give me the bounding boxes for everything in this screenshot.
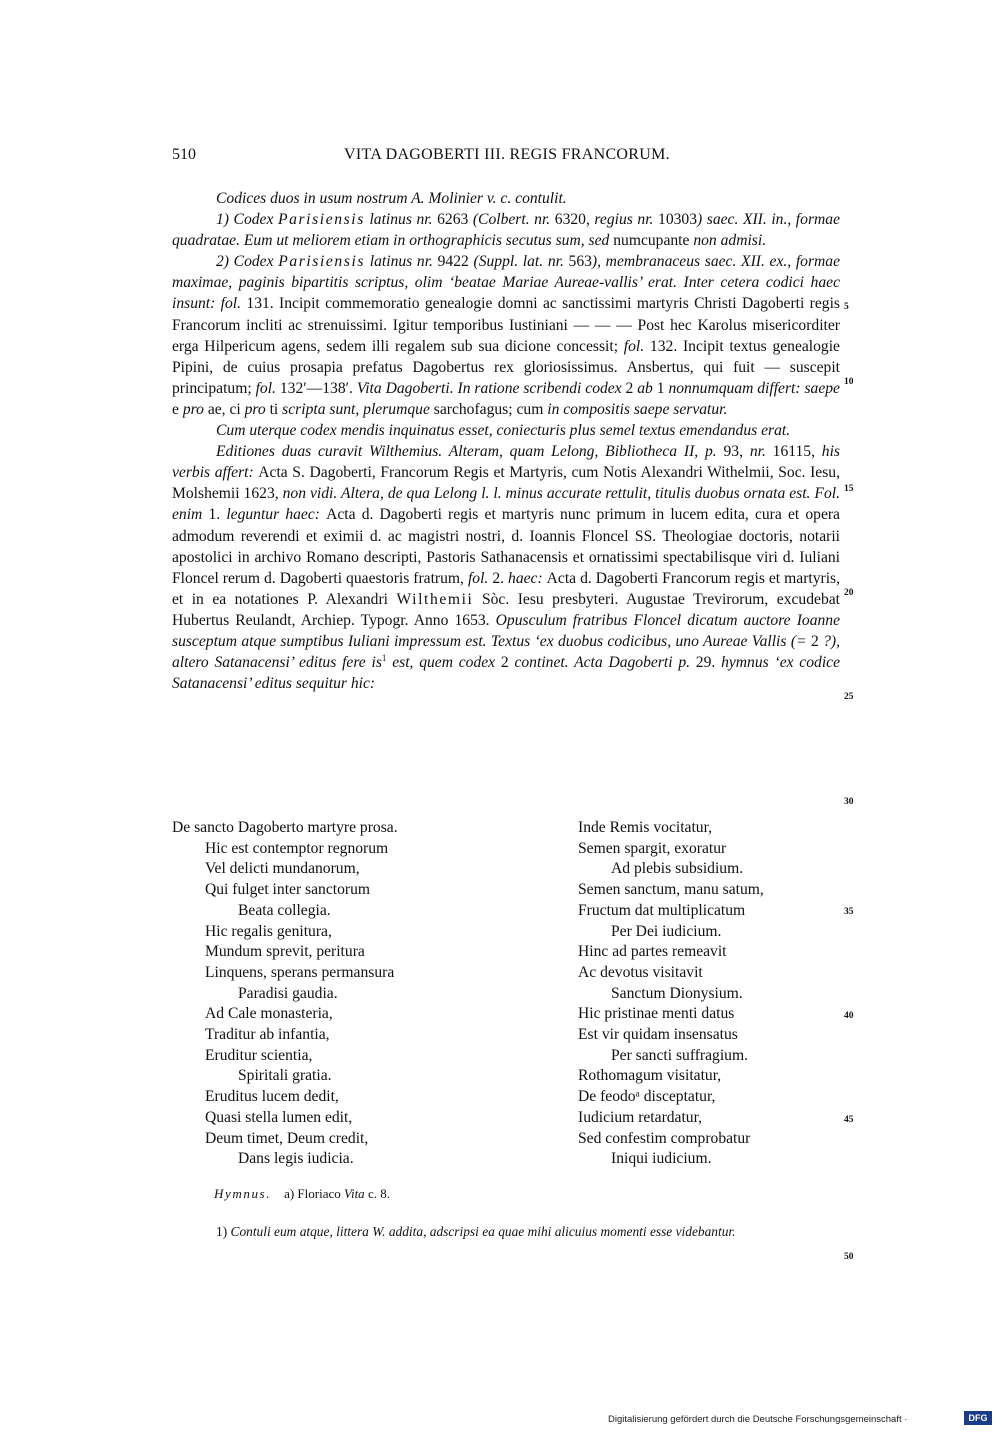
verse-line: Qui fulget inter sanctorum xyxy=(205,881,370,899)
verse-line: Semen sanctum, manu satum, xyxy=(578,881,764,899)
verse-line: Ac devotus visitavit xyxy=(578,963,703,981)
verse-line: Spiritali gratia. xyxy=(238,1067,332,1085)
text-segment: hymnus ‘ex codice Satanacensi’ editus sequitur hic: xyxy=(172,654,840,693)
footnote xyxy=(172,1222,840,1242)
verse-line: Per Dei iudicium. xyxy=(611,922,722,940)
hymn-apparatus-note xyxy=(214,1186,390,1202)
hymn-note-label: Hymnus. xyxy=(214,1186,272,1201)
text-segment: 16115, xyxy=(772,443,822,461)
verse-line: Rothomagum visitatur, xyxy=(578,1067,722,1085)
text-segment: 1 xyxy=(381,652,387,663)
verse-line: Ad Cale monasteria, xyxy=(205,1005,333,1023)
text-segment: 2) Codex xyxy=(216,253,279,271)
text-segment: in compositis saepe servatur. xyxy=(547,400,728,418)
verse-line: Sanctum Dionysium. xyxy=(611,984,743,1002)
line-number: 40 xyxy=(844,1011,854,1021)
text-segment: Acta S. Dagoberti, Francorum Regis et Martyris, cum Notis Alexandri Withelmii, Soc. Iesu, Molshemii 1623, xyxy=(172,464,840,503)
text-segment: 1) Codex xyxy=(216,211,278,229)
verse-line: Eruditus lucem dedit, xyxy=(205,1088,339,1106)
text-segment: Codices duos in usum nostrum A. Molinier v. c. contulit. xyxy=(216,190,567,207)
line-number: 10 xyxy=(844,377,854,387)
running-title: VITA DAGOBERTI III. REGIS FRANCORUM. xyxy=(344,146,670,163)
verse-line: Paradisi gaudia. xyxy=(238,984,338,1002)
text-segment: est, quem codex xyxy=(386,654,501,672)
hymn-left-column xyxy=(172,818,512,1170)
verse-line: De sancto Dagoberto martyre prosa. xyxy=(172,819,398,836)
page-number: 510 xyxy=(172,146,196,163)
text-segment: pro xyxy=(244,400,270,418)
line-number: 50 xyxy=(844,1252,854,1262)
line-number: 45 xyxy=(844,1115,854,1125)
verse-line: Iniqui iudicium. xyxy=(611,1150,712,1168)
text-segment: Wilthemii xyxy=(396,590,474,608)
text-segment: Cum uterque codex mendis inquinatus esset, coniecturis plus semel textus emendandus erat. xyxy=(216,422,791,440)
verse-line: Vel delicti mundanorum, xyxy=(205,860,360,878)
text-segment: Sòc. Iesu presbyteri. Augustae Trevirorum, excudebat Hubertus Reulandt, Archiep. Typogr. Anno 1653. xyxy=(172,590,840,629)
text-segment: 132′—138′. xyxy=(279,379,357,397)
text-segment: numcupante xyxy=(613,232,694,250)
text-segment: e xyxy=(172,400,183,418)
text-segment: 9422 xyxy=(437,253,474,271)
verse-line: Iudicium retardatur, xyxy=(578,1108,703,1126)
text-segment: ) saec. XII. in., formae quadratae. Eum ut meliorem etiam in orthographicis secutus sum, sed xyxy=(172,211,840,250)
text-segment: 93, xyxy=(723,443,750,461)
text-segment: ae, ci xyxy=(207,400,245,418)
footnote-text: Contuli eum atque, littera W. addita, adscripsi ea quae mihi alicuius momenti esse videbantur. xyxy=(230,1224,736,1239)
text-segment: nr. xyxy=(749,443,773,461)
line-number: 5 xyxy=(844,302,849,312)
verse-line: Hic regalis genitura, xyxy=(205,922,332,940)
text-segment: Vita Dagoberti. In ratione scribendi codex xyxy=(356,379,626,397)
verse-line: Hic pristinae menti datus xyxy=(578,1005,735,1023)
text-segment: 29. xyxy=(695,654,722,672)
line-number: 20 xyxy=(844,588,854,598)
digitization-credit: Digitalisierung gefördert durch die Deutsche Forschungsgemeinschaft · xyxy=(608,1414,908,1425)
verse-line: Fructum dat multiplicatum xyxy=(578,901,746,919)
verse-line: Quasi stella lumen edit, xyxy=(205,1108,353,1126)
text-segment: non vidi. Altera, de qua Lelong l. l. minus accurate rettulit, titulis duobus ornata est. Fol. enim xyxy=(172,485,840,524)
paragraph-p3 xyxy=(172,251,840,420)
text-segment: pro xyxy=(182,400,208,418)
verse-line: Hinc ad partes remeavit xyxy=(578,943,727,961)
text-segment: 2 xyxy=(810,632,824,650)
verse-line: Inde Remis vocitatur, xyxy=(578,819,713,836)
text-segment: 563 xyxy=(568,253,592,271)
text-segment: Acta d. Dagoberti Francorum regis et martyris, et in ea notationes P. Alexandri xyxy=(172,569,841,608)
text-segment: 6263 xyxy=(437,211,473,229)
line-number: 15 xyxy=(844,484,854,494)
text-segment: 6320 xyxy=(554,211,586,229)
text-segment: continet. Acta Dagoberti p. xyxy=(514,654,696,672)
text-segment: , regius nr. xyxy=(585,211,659,229)
verse-line: Per sancti suffragium. xyxy=(611,1046,748,1064)
text-segment: haec: xyxy=(508,569,547,587)
text-segment: latinus nr. xyxy=(365,253,438,271)
paragraph-p4 xyxy=(172,420,840,441)
hymn-right-column xyxy=(545,818,825,1170)
text-segment: leguntur haec: xyxy=(226,506,327,524)
text-segment: 1. xyxy=(208,506,227,524)
verse-line: Eruditur scientia, xyxy=(205,1046,313,1064)
text-segment: fol. xyxy=(467,569,493,587)
text-segment: 2 xyxy=(625,379,638,397)
verse-line: Semen spargit, exoratur xyxy=(578,839,727,857)
hymn-note-rest: c. 8. xyxy=(364,1186,390,1201)
verse-line: Ad plebis subsidium. xyxy=(611,860,744,878)
text-segment: nonnumquam differt: saepe xyxy=(668,379,840,397)
verse-line: Sed confestim comprobatur xyxy=(578,1129,751,1147)
line-number: 35 xyxy=(844,907,854,917)
verse-line: De feodoᵃ disceptatur, xyxy=(578,1088,716,1106)
text-segment: non admisi. xyxy=(693,232,767,250)
verse-line: Hic est contemptor regnorum xyxy=(205,839,389,857)
verse-line: Deum timet, Deum credit, xyxy=(205,1129,369,1147)
text-segment: fol. xyxy=(255,379,280,397)
page-header xyxy=(172,146,842,168)
text-segment: ), membranaceus saec. XII. ex., formae maximae, paginis bipartitis scriptus, olim ‘beatae Mariae Aureae-vallis’ erat. Inter cetera codici haec insunt: fol. xyxy=(172,253,841,313)
introduction-text xyxy=(172,188,840,694)
verse-line: Beata collegia. xyxy=(238,901,331,919)
footnote-marker: 1) xyxy=(216,1224,231,1239)
text-segment: fol. xyxy=(623,337,650,355)
verse-line: Est vir quidam insensatus xyxy=(578,1026,738,1044)
paragraph-p1 xyxy=(172,188,840,209)
text-segment: Parisiensis xyxy=(277,211,365,229)
text-segment: ?), altero Satanacensi’ editus fere is xyxy=(172,632,841,672)
line-number: 30 xyxy=(844,797,854,807)
text-segment: 2. xyxy=(492,569,509,587)
text-segment: 1 xyxy=(656,379,669,397)
verse-line: Traditur ab infantia, xyxy=(205,1026,330,1044)
text-segment: sarchofagus; cum xyxy=(433,400,548,418)
hymn-note-text: a) Floriaco xyxy=(284,1186,344,1201)
paragraph-p2 xyxy=(172,209,840,251)
text-segment: his verbis affert: xyxy=(172,443,840,482)
text-segment: 131. Incipit commemoratio genealogie domni ac sanctissimi martyris Christi Dagoberti regis Francorum incliti ac strenuissimi. Igitur temporibus Iustiniani — — — Post hec Karolus misericorditer erga Hilpericum agens, sedem illi regalem sub sua dicione concessit; xyxy=(172,295,840,355)
verse-line: Linquens, sperans permansura xyxy=(205,963,395,981)
line-number: 25 xyxy=(844,692,854,702)
text-segment: latinus nr. xyxy=(364,211,438,229)
text-segment: Editiones duas curavit Wilthemius. Alteram, quam Lelong, Bibliotheca II, p. xyxy=(216,443,724,461)
text-segment: ti xyxy=(269,400,283,418)
hymn-note-italic: Vita xyxy=(343,1186,365,1201)
text-segment: (Colbert. nr. xyxy=(472,211,555,229)
verse-line: Mundum sprevit, peritura xyxy=(205,943,365,961)
text-segment: 2 xyxy=(500,654,515,672)
text-segment: scripta sunt, plerumque xyxy=(282,400,434,418)
text-segment: 132. Incipit textus genealogie Pipini, de cuius prosapia prefatus Dagobertus rex gloriosissimus. Ansbertus, qui fuit — suscepit principatum; xyxy=(172,337,840,397)
dfg-logo: DFG xyxy=(964,1411,992,1425)
text-segment: Opusculum fratribus Floncel dicatum auctore Ioanne susceptum atque sumptibus Iuliani impressum est. Textus ‘ex duobus codicibus, uno Aureae Vallis (= xyxy=(172,611,841,650)
text-segment: (Suppl. lat. nr. xyxy=(473,253,569,271)
text-segment: Acta d. Dagoberti regis et martyris nunc primum in lucem edita, cura et opera admodum reverendi et eximii d. ac magistri nostri, d. Ioannis Floncel SS. Theologiae doctoris, notarii apostolici in archivo Romano descripti, Pastoris Sathanacensis et ornatissimi spectabilisque viri d. Iuliani Floncel rerum d. Dagoberti quaestoris fratrum, xyxy=(172,506,840,587)
paragraph-p5 xyxy=(172,441,840,694)
text-segment: Parisiensis xyxy=(278,253,366,271)
text-segment: 10303 xyxy=(658,211,697,229)
text-segment: ab xyxy=(637,379,657,397)
verse-line: Dans legis iudicia. xyxy=(238,1150,354,1168)
